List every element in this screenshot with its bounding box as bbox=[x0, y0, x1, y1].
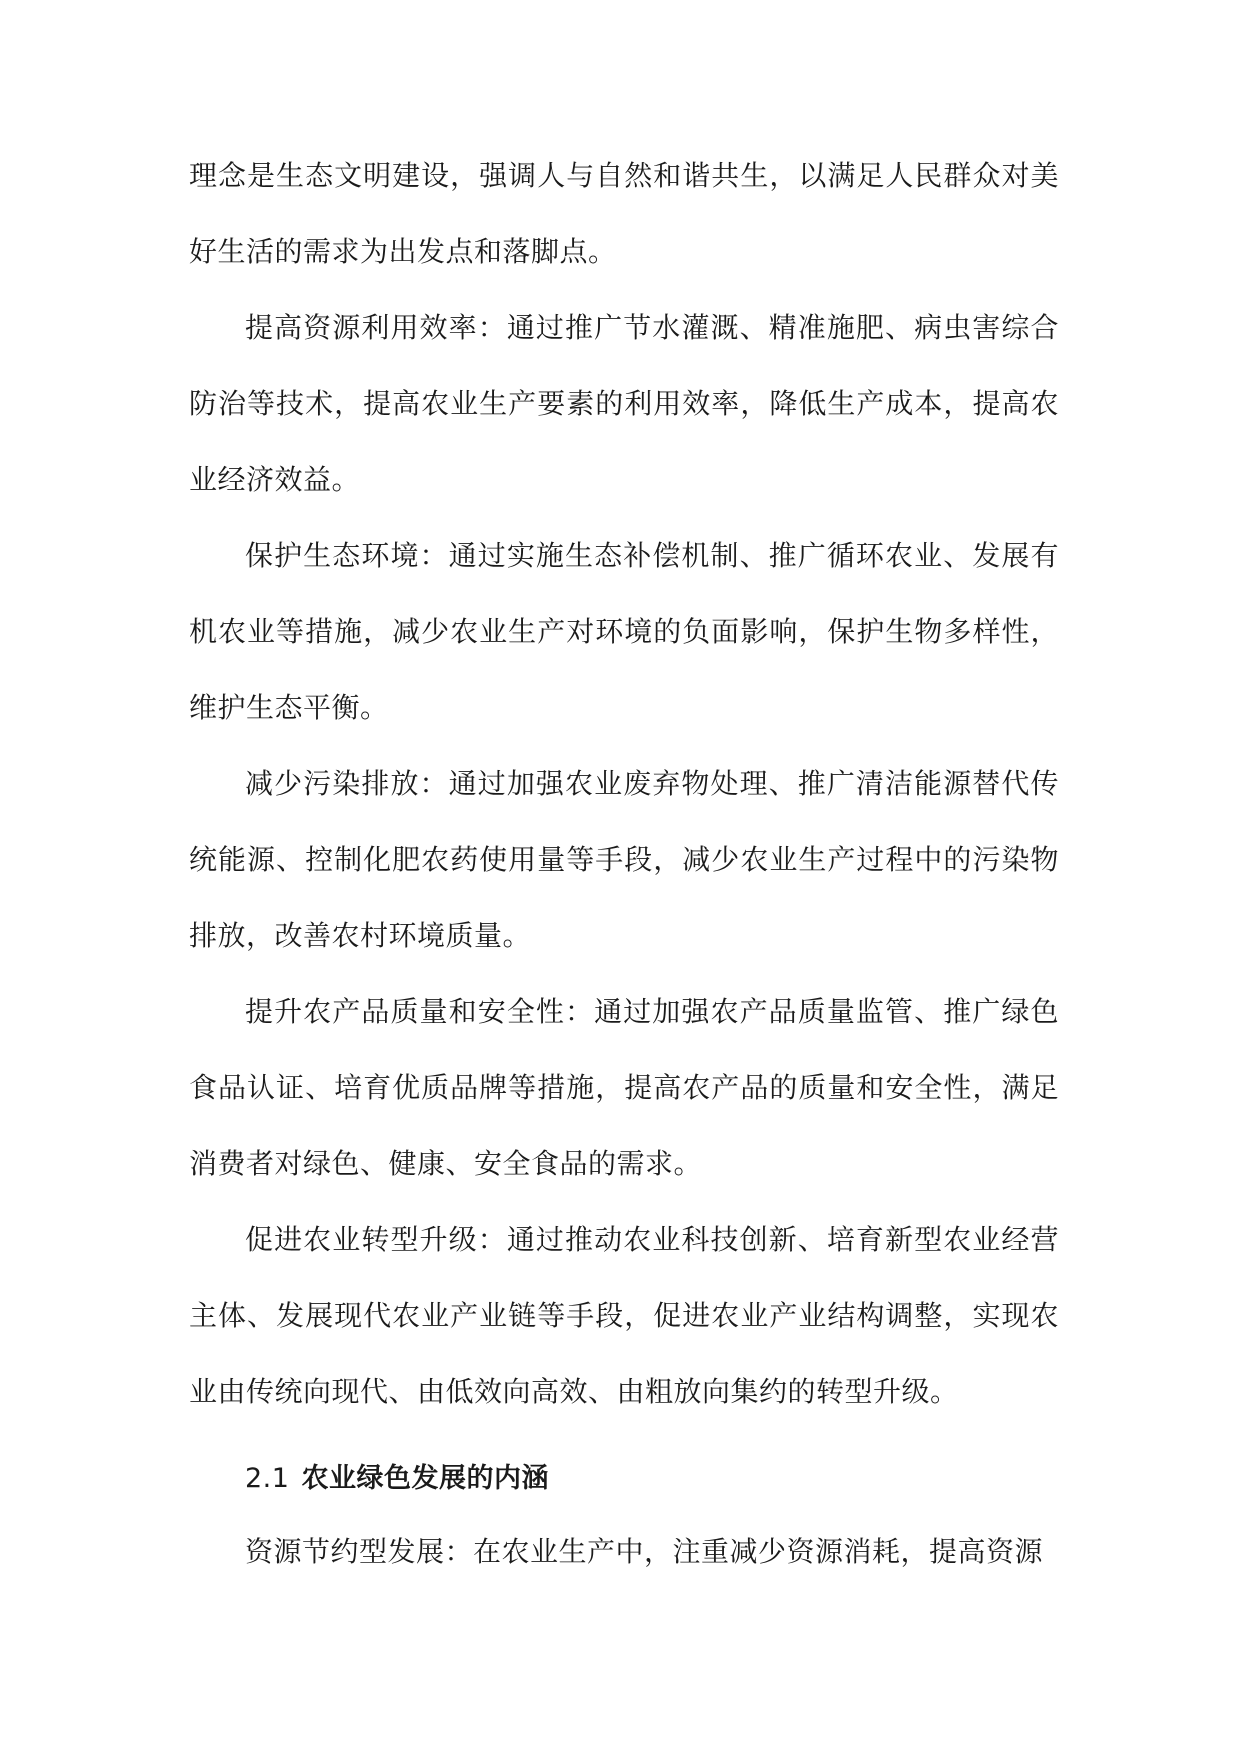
paragraph-pollution-reduction: 减少污染排放：通过加强农业废弃物处理、推广清洁能源替代传统能源、控制化肥农药使用量等手段，减少农业生产过程中的污染物排放，改善农村环境质量。 bbox=[189, 767, 1059, 952]
paragraph-continuation: 理念是生态文明建设，强调人与自然和谐共生，以满足人民群众对美好生活的需求为出发点和落脚点。 bbox=[189, 159, 1059, 268]
paragraph-resource-saving: 资源节约型发展：在农业生产中，注重减少资源消耗，提高资源 bbox=[245, 1535, 1044, 1568]
page-content bbox=[189, 138, 1059, 1590]
section-title: 农业绿色发展的内涵 bbox=[301, 1463, 549, 1494]
paragraph-resource-efficiency: 提高资源利用效率：通过推广节水灌溉、精准施肥、病虫害综合防治等技术，提高农业生产要素的利用效率，降低生产成本，提高农业经济效益。 bbox=[189, 311, 1059, 496]
paragraph-product-quality: 提升农产品质量和安全性：通过加强农产品质量监管、推广绿色食品认证、培育优质品牌等措施，提高农产品的质量和安全性，满足消费者对绿色、健康、安全食品的需求。 bbox=[189, 995, 1059, 1180]
section-number: 2.1 bbox=[245, 1463, 290, 1494]
paragraph-eco-protection: 保护生态环境：通过实施生态补偿机制、推广循环农业、发展有机农业等措施，减少农业生产对环境的负面影响，保护生物多样性，维护生态平衡。 bbox=[189, 539, 1059, 724]
section-heading bbox=[189, 1444, 1059, 1514]
paragraph-transformation: 促进农业转型升级：通过推动农业科技创新、培育新型农业经营主体、发展现代农业产业链等手段，促进农业产业结构调整，实现农业由传统向现代、由低效向高效、由粗放向集约的转型升级。 bbox=[189, 1223, 1059, 1408]
